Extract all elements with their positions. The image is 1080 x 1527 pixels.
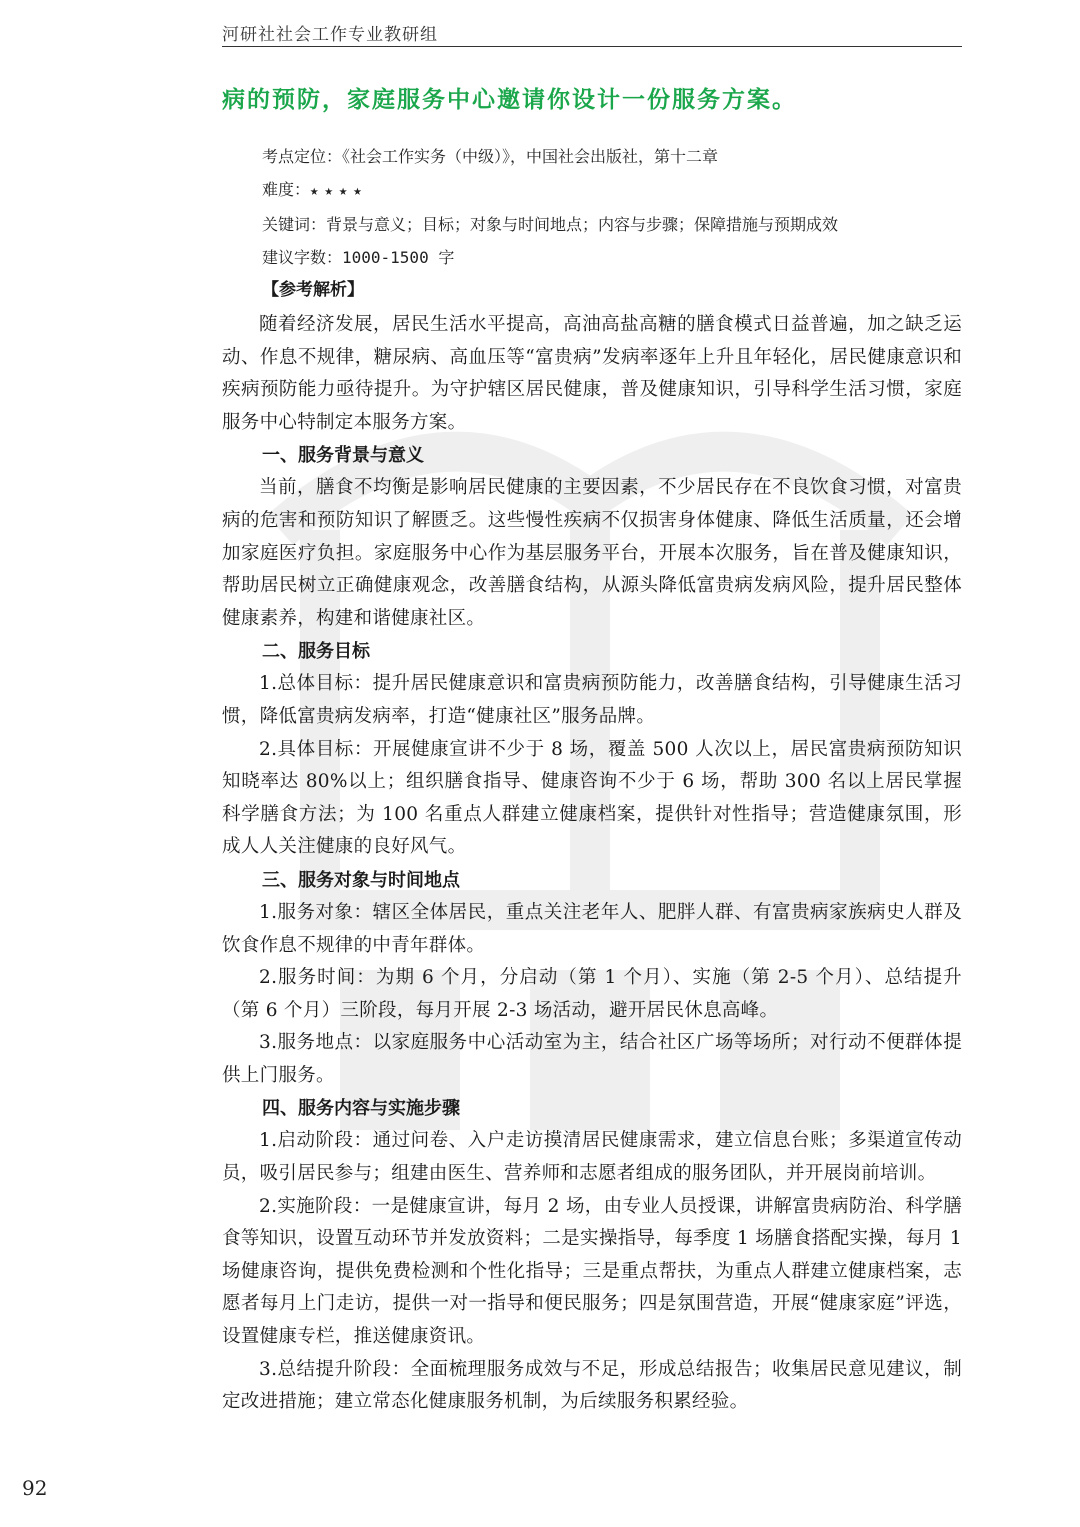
running-header: 河研社社会工作专业教研组 [222, 25, 438, 45]
question-title: 病的预防，家庭服务中心邀请你设计一份服务方案。 [222, 87, 797, 113]
difficulty-label: 难度： [262, 180, 311, 199]
paragraph: 2.实施阶段：一是健康宣讲，每月 2 场，由专业人员授课，讲解富贵病防治、科学膳食等知识，设置互动环节并发放资料；二是实操指导，每季度 1 场膳食搭配实操，每月 1 场健康咨询，提供免费检测和个性化指导；三是重点帮扶，为重点人群建立健康档案，志愿者每月上门走访，提供一对一指导和便民服务；四是氛围营造，开展“健康家庭”评选，设置健康专栏，推送健康资讯。 [222, 1195, 962, 1348]
paragraph: 1.总体目标：提升居民健康意识和富贵病预防能力，改善膳食结构，引导健康生活习惯，降低富贵病发病率，打造“健康社区”服务品牌。 [222, 673, 962, 727]
paragraph: 1.服务对象：辖区全体居民，重点关注老年人、肥胖人群、有富贵病家族病史人群及饮食作息不规律的中青年群体。 [222, 901, 962, 956]
header-divider [222, 46, 962, 47]
paragraph: 3.服务地点：以家庭服务中心活动室为主，结合社区广场等场所；对行动不便群体提供上门服务。 [222, 1032, 962, 1086]
paragraph: 3.总结提升阶段：全面梳理服务成效与不足，形成总结报告；收集居民意见建议，制定改进措施；建立常态化健康服务机制，为后续服务积累经验。 [222, 1358, 962, 1413]
meta-word-count: 建议字数：1000-1500 字 [262, 248, 455, 267]
paragraph: 当前，膳食不均衡是影响居民健康的主要因素，不少居民存在不良饮食习惯，对富贵病的危害和预防知识了解匮乏。这些慢性疾病不仅损害身体健康、降低生活质量，还会增加家庭医疗负担。家庭服务中心作为基层服务平台，开展本次服务，旨在普及健康知识，帮助居民树立正确健康观念，改善膳食结构，从源头降低富贵病发病风险，提升居民整体健康素养，构建和谐健康社区。 [222, 477, 962, 629]
section-heading: 一、服务背景与意义 [262, 445, 424, 467]
paragraph: 2.具体目标：开展健康宣讲不少于 8 场，覆盖 500 人次以上，居民富贵病预防知识知晓率达 80%以上；组织膳食指导、健康咨询不少于 6 场，帮助 300 名以上居民掌握科学膳食方法；为 100 名重点人群建立健康档案，提供针对性指导；营造健康氛围，形成人人关注健康的良好风气。 [222, 738, 962, 858]
section-heading: 四、服务内容与实施步骤 [262, 1098, 460, 1120]
page-number: 92 [22, 1476, 48, 1500]
meta-location: 考点定位：《社会工作实务（中级）》，中国社会出版社，第十二章 [262, 147, 719, 166]
section-heading: 三、服务对象与时间地点 [262, 869, 460, 891]
reference-heading: 【参考解析】 [262, 280, 364, 300]
meta-difficulty [222, 173, 962, 208]
page-content [222, 82, 962, 1419]
section-heading: 二、服务目标 [262, 641, 370, 663]
paragraph: 1.启动阶段：通过问卷、入户走访摸清居民健康需求，建立信息台账；多渠道宣传动员，吸引居民参与；组建由医生、营养师和志愿者组成的服务团队，并开展岗前培训。 [222, 1130, 962, 1185]
difficulty-stars-icon: ★★★★ [310, 183, 368, 199]
intro-paragraph: 随着经济发展，居民生活水平提高，高油高盐高糖的膳食模式日益普遍，加之缺乏运动、作息不规律，糖尿病、高血压等“富贵病”发病率逐年上升且年轻化，居民健康意识和疾病预防能力亟待提升。为守护辖区居民健康，普及健康知识，引导科学生活习惯，家庭服务中心特制定本服务方案。 [222, 314, 962, 433]
paragraph: 2.服务时间：为期 6 个月，分启动（第 1 个月）、实施（第 2-5 个月）、总结提升（第 6 个月）三阶段，每月开展 2-3 场活动，避开居民休息高峰。 [222, 967, 962, 1021]
meta-keywords: 关键词：背景与意义；目标；对象与时间地点；内容与步骤；保障措施与预期成效 [262, 215, 839, 234]
